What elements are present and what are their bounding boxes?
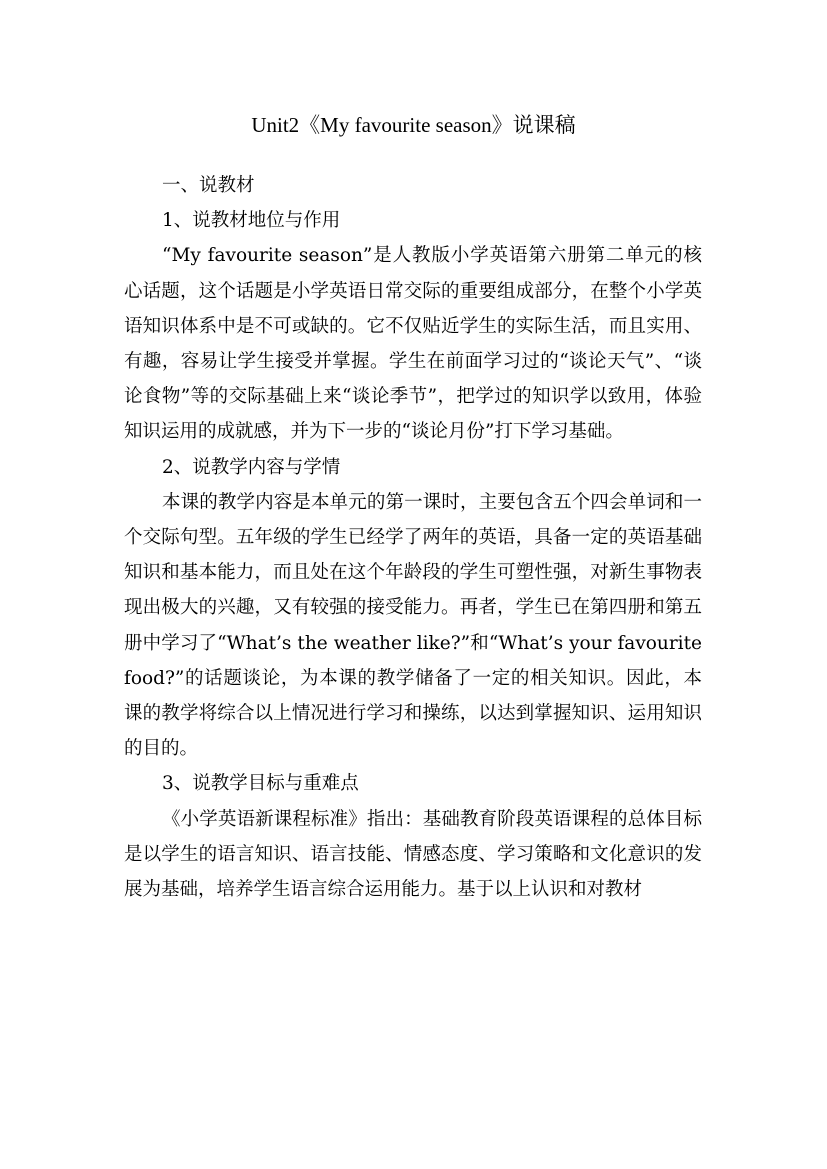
subsection-heading-objectives: 3、说教学目标与重难点 [162,773,359,795]
document-body [124,168,702,907]
paragraph-objectives: 《小学英语新课程标准》指出：基础教育阶段英语课程的总体目标是以学生的语言知识、语言技能、情感态度、学习策略和文化意识的发展为基础，培养学生语言综合运用能力。基于以上认识和对教材 [124,808,702,901]
paragraph-role: “My favourite season”是人教版小学英语第六册第二单元的核心话题，这个话题是小学英语日常交际的重要组成部分，在整个小学英语知识体系中是不可或缺的。它不仅贴近学生的实际生活，而且实用、有趣，容易让学生接受并掌握。学生在前面学习过的“谈论天气”、“谈论食物”等的交际基础上来“谈论季节”，把学过的知识学以致用，体验知识运用的成就感，并为下一步的“谈论月份”打下学习基础。 [124,245,702,443]
subsection-heading-content: 2、说教学内容与学情 [162,456,341,478]
subsection-heading-role: 1、说教材地位与作用 [162,210,341,232]
document-title: Unit2《My favourite season》说课稿 [251,113,576,137]
section-heading-textbook: 一、说教材 [162,175,255,196]
paragraph-content: 本课的教学内容是本单元的第一课时，主要包含五个四会单词和一个交际句型。五年级的学生已经学了两年的英语，具备一定的英语基础知识和基本能力，而且处在这个年龄段的学生可塑性强，对新生事物表现出极大的兴趣，又有较强的接受能力。再者，学生已在第四册和第五册中学习了“What’s the weather like?”和“What’s your favourite food?”的话题谈论，为本课的教学储备了一定的相关知识。因此，本课的教学将综合以上情况进行学习和操练，以达到掌握知识、运用知识的目的。 [124,491,702,760]
